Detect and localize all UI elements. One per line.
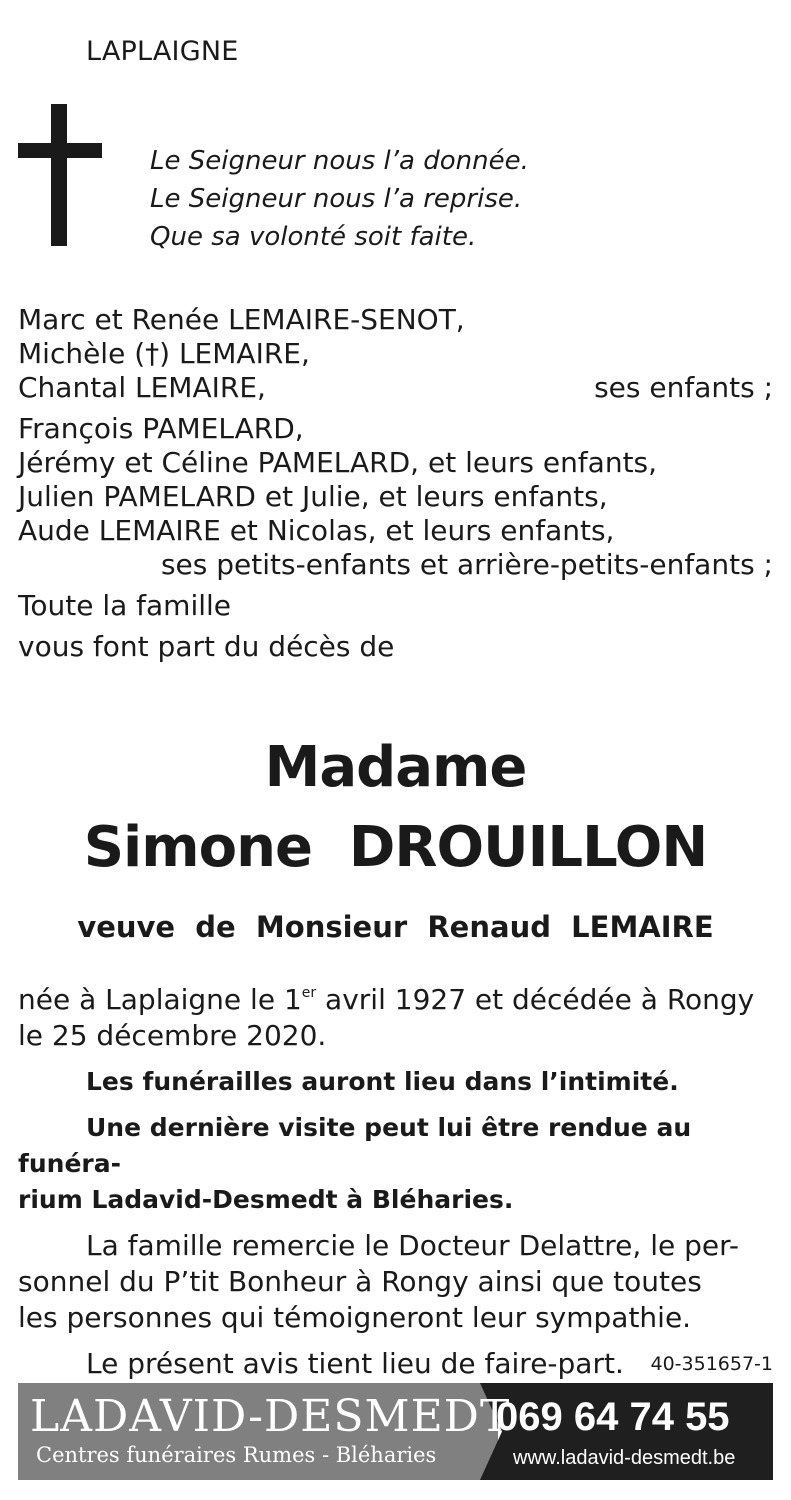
deceased-title: Madame [264, 735, 527, 800]
thanks: les personnes qui témoigneront leur sympathie. [18, 1301, 692, 1334]
phone-number: 069 64 74 55 [496, 1395, 730, 1439]
verse-line: Le Seigneur nous l’a reprise. [150, 184, 523, 214]
brand-subtitle: Centres funéraires Rumes - Bléharies [36, 1443, 437, 1467]
birth-line: née à Laplaigne le 1er avril 1927 et décédée à Rongy [18, 983, 755, 1016]
funeral-info: Les funérailles auront lieu dans l’intimité. [86, 1067, 679, 1096]
relation-label: ses enfants ; [594, 371, 773, 404]
place-name: LAPLAIGNE [86, 36, 239, 67]
thanks: sonnel du P’tit Bonheur à Rongy ainsi que toutes [18, 1265, 702, 1298]
all-family: Toute la famille [18, 589, 232, 622]
visit-info: Une dernière visite peut lui être rendue au funéra- [18, 1113, 692, 1178]
website-link: www.ladavid-desmedt.be [513, 1447, 736, 1469]
death-date: le 25 décembre 2020. [18, 1019, 327, 1052]
widow-of: veuve de Monsieur Renaud LEMAIRE [77, 910, 714, 944]
visit-info: rium Ladavid-Desmedt à Bléharies. [18, 1185, 514, 1214]
family-member: Jérémy et Céline PAMELARD, et leurs enfants, [18, 446, 658, 479]
brand-logo: LADAVID-DESMEDT [30, 1391, 511, 1442]
reference-number: 40-351657-1 [650, 1353, 773, 1375]
deceased-name: Simone DROUILLON [83, 815, 708, 880]
cross-icon [18, 104, 102, 246]
verse-line: Le Seigneur nous l’a donnée. [150, 146, 529, 176]
family-member: Marc et Renée LEMAIRE-SENOT, [18, 303, 465, 336]
notice: Le présent avis tient lieu de faire-part. [86, 1347, 624, 1380]
family-member: François PAMELARD, [18, 412, 304, 445]
relation-label: ses petits-enfants et arrière-petits-enfants ; [160, 548, 773, 581]
verse [150, 142, 529, 256]
verse-line: Que sa volonté soit faite. [150, 222, 477, 252]
family-member: Aude LEMAIRE et Nicolas, et leurs enfants, [18, 514, 615, 547]
family-member: Michèle (†) LEMAIRE, [18, 337, 310, 370]
details [18, 982, 773, 1382]
family-member: Chantal LEMAIRE, [18, 371, 266, 404]
funeral-home-banner [18, 1383, 773, 1480]
thanks: La famille remercie le Docteur Delattre, le per- [86, 1229, 739, 1262]
family-member: Julien PAMELARD et Julie, et leurs enfants, [18, 480, 608, 513]
announcement: vous font part du décès de [18, 630, 395, 663]
family-list [18, 303, 773, 664]
